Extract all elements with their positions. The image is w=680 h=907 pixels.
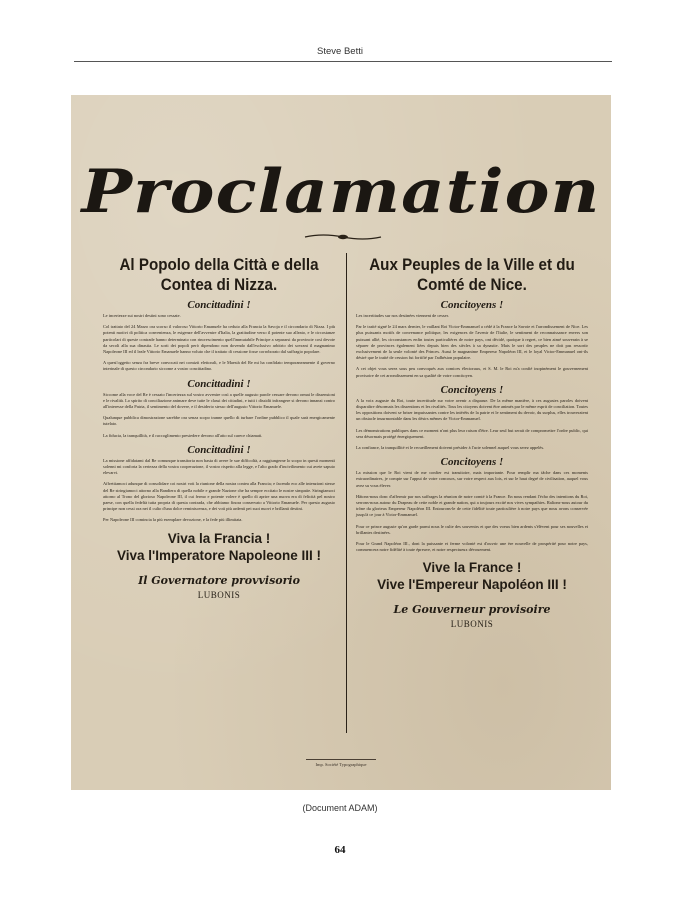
section-subheading: Concittadini ! <box>187 299 251 311</box>
figure-caption: (Document ADAM) <box>302 803 378 813</box>
viva-line: Viva la Francia ! <box>167 530 271 546</box>
paragraph: Par le traité signé le 24 mars dernier, le vaillant Roi Victor-Emmanuel a cédé à la France la Savoie et l'arrondissement de Nice. Les plus puissants motifs de convenance politique, les exigences de l'avenir de l'Italie, le sentiment de reconnaissance envers son puissant allié, les circonstances enfin toutes particulières de notre pays, ont décidé, quoique à regret, ce bien aimé souverain à se séparer de provinces également liées depuis bien des siècles à sa dynastie. Mais le sort des peuples ne doit pas ressortir exclusivement de la seule volonté des Princes. Aussi le magnanime Empereur Napoléon III, et le loyal Victor-Emmanuel ont-ils désiré que le traité de cession fut fortifié par l'adhésion populaire. <box>356 324 588 361</box>
running-head: Steve Betti <box>317 46 363 57</box>
paragraph: Siccome alla voce del Re è cessato l'incertezza sul vostro avvenire così a quelle augusto parole cessare devono ormai le dissensioni e le rivalità. Lo spirito di conciliazione animare deve tutte le classi dei cittadini, e tutti i dissidii infrangere si devono innanzi contro all'interesse della Patria, il sentimento del dovere, e il desiderio stesso dell'augusto Vittorio Emanuele. <box>103 391 335 410</box>
viva-line: Viva l'Imperatore Napoleone III ! <box>116 547 322 563</box>
paragraph: La confiance, la tranquillité et le recueillement doivent présider à l'acte solennel auquel vous serez appelés. <box>356 445 545 451</box>
governor-title: Le Gouverneur provisoire <box>393 603 551 617</box>
paragraph: Affrettiamoci adunque di consolidare coi nostri voti la riunione della nostra contea alla Francia; e facendo eco alle intenzioni stesse del Re stringiamoci attorno alla Bandiera di quella nobile e grande Nazione che ha sempre eccitato le nostre simpatie. Stringiamoci attorno al Trono del glorioso Napoleone III, il cui fermo e potente volere è quello di aprire una nuova era di felicità pel nostro paese, con quella fedeltà tutta propria di questa contrada, che abbiamo finora conservato a Vittorio Emanuele. Per questo augusto principe non cessi ora nei il culto d'una dolce reminiscenza, e dei voti più ardenti pei suoi nuovi e brillanti destini. <box>103 481 335 512</box>
viva-line: Vive la France ! <box>422 560 522 576</box>
column-divider <box>346 253 347 733</box>
paragraph: Col trattato del 24 Marzo ora scorso il valoroso Vittorio Emanuele ha ceduto alla Francia la Savoja e il circondario di Nizza. I più potenti motivi di politica convenienza, le esigenze dell'avvenire d'Italia, la gratitudine verso il potente suo alleato, e le circostanze particolari di queste contrade hanno determinato con rincrescimento quell'immutabile Principe a separarsi da provincie così devote da secoli alla sua dinastia. Le sorti dei popoli però dipendono non dovendo dall'esclusivo arbitrio dei sovrani il magnanimo Napoleone III ed il leale Vittorio Emanuele hanno voluto che il trattato di cessione fosse corroborato dal suffragio popolare. <box>103 324 335 355</box>
paragraph: Pour le Grand Napoléon III., dont la puissante et ferme volonté est d'ouvrir une ère nouvelle de prospérité pour notre pays, commencera notre fidélité à toute épreuve, et notre respectueux dévouement. <box>356 541 588 553</box>
paragraph: Le incertezze sui nostri destini sono cessate. <box>103 313 181 318</box>
governor-title: Il Governatore provvisorio <box>138 573 300 587</box>
page-number: 64 <box>334 844 346 856</box>
french-column <box>356 255 588 629</box>
paragraph: Les incertitudes sur nos destinées viennent de cesser. <box>356 313 449 318</box>
paragraph: A cet objet vous serez sous peu convoqués aux comices électoraux, et S. M. le Roi m'a confié inopinément le gouvernement provisoire de cet arrondissement en sa qualité de votre concitoyen. <box>356 366 588 378</box>
header-rule <box>74 61 612 62</box>
italian-heading: Al Popolo della Città e della Contea di Nizza. <box>119 256 319 294</box>
section-subheading: Concitoyens ! <box>440 383 504 396</box>
paragraph: Pour ce prince auguste qu'on garde parmi nous le culte des souvenirs et que des voeux bien ardents s'élèvent pour ses nouvelles et brillantes destinées. <box>356 523 588 535</box>
section-subheading: Concittadini ! <box>187 377 251 390</box>
flourish-ornament <box>303 232 383 242</box>
paragraph: Hâtons-nous donc d'affermir par nos suffrages la réunion de notre comté à la France. En nous rendant l'écho des intentions du Roi, serrons-nous autour du Drapeau de cette noble et grande nation, qui a toujours excité nos vives sympathies. Ralions-nous autour du trône du glorieux Empereur Napoléon III. Entourons-le de cette fidélité toute particulière à notre pays que nous avons conservée jusqu'à ce jour à Victor-Emmanuel. <box>356 493 588 518</box>
paragraph: A la voix auguste du Roi, toute incertitude sur votre avenir a disparue. De la même manière, à ces augustes paroles doivent disparaître désormais les dissentions et les rivalités. Tous les citoyens doivent être animés par le même esprit de conciliation. Toutes les oppositions doivent se briser impuissantes contre les intérêts de la patrie et le sentiment du devoir, du surplus, elles trouveraient un obstacle insurmontable dans les désirs mêmes de Victor-Emmanuel. <box>356 397 588 422</box>
governor-name: LUBONIS <box>197 589 241 600</box>
paragraph: Per Napoleone III comincia la più esemplare devozione, e la fede più illimitata. <box>103 517 243 523</box>
paragraph: La missione affidatami dal Re comunque transitoria non basta di avere le sue difficoltà, a raggiungerne lo scopo in questi momenti solenni mi conforta la certezza della vostra cooperazione, il vostro rispetto alla legge, e l'alto grado d'incivilimento cui avete saputo elevarvi. <box>103 457 335 476</box>
proclamation-poster <box>71 95 611 790</box>
governor-name: LUBONIS <box>450 619 494 630</box>
italian-column <box>103 255 335 600</box>
imprint-text: Imp. Société Typographique <box>306 759 376 767</box>
paragraph: La mission que le Roi vient de me confier est transitoire, mais importante. Pour remplir ma tâche dans ces moments extraordinaires, je compte sur l'appui de votre concours, sur votre respect aux lois, et sur le haut degré de civilisation, auquel vous avez su vous élever. <box>356 470 588 488</box>
printer-imprint <box>71 759 611 767</box>
poster-title: Proclamation <box>81 157 601 227</box>
paragraph: La fiducia, la tranquillità, e il raccoglimento presiedere devono all'atto sul carece chiamati. <box>103 432 263 438</box>
section-subheading: Concitoyens ! <box>440 299 504 311</box>
section-subheading: Concittadini ! <box>187 443 251 456</box>
paragraph: Qualunque pubblica dimostrazione sarebbe ora senza scopo tranne quello di turbare l'ordine pubblico il quale sarà energicamente tutelato. <box>103 415 335 427</box>
french-heading: Aux Peuples de la Ville et du Comté de Nice. <box>369 256 575 294</box>
paragraph: A quest'oggetto senza fra breve convocati nei comizii elettorali, e le Maestà del Re mi ha confidato temporaneamente il governo interinale di questo circondario siccome a vostro concittadino. <box>103 360 335 372</box>
viva-line: Vive l'Empereur Napoléon III ! <box>377 577 567 593</box>
paragraph: Les démonstrations publiques dans ce moment n'ont plus leur raison d'être. Leur seul but serait de compromettre l'ordre public, qui sera désormais protégé énergiquement. <box>356 427 588 439</box>
section-subheading: Concitoyens ! <box>440 456 504 469</box>
